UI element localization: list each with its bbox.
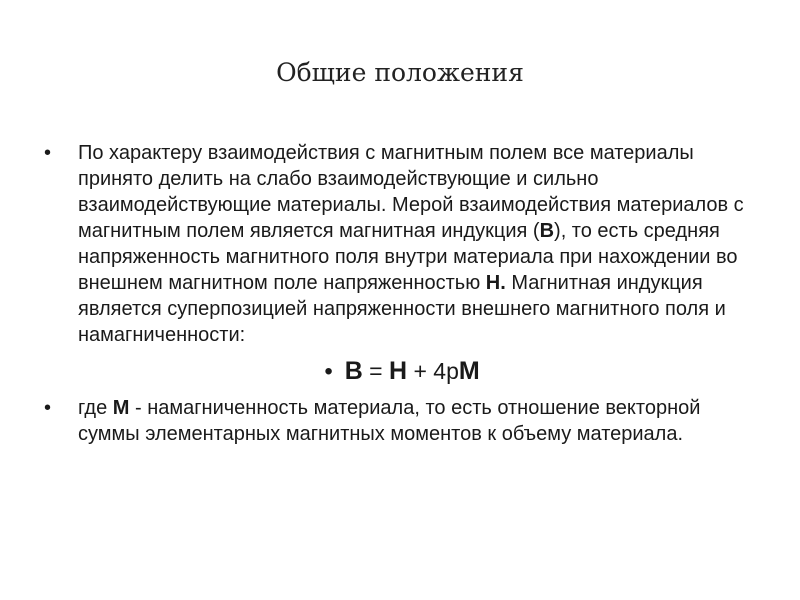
paragraph-2 bbox=[42, 395, 762, 447]
symbol-b: B bbox=[539, 220, 555, 242]
slide-body bbox=[42, 140, 762, 447]
formula-plus: + 4p bbox=[407, 358, 459, 384]
paragraph-1-text-a: По характеру взаимодействия с магнитным полем все материалы принято делить на слабо взаимодействующие и сильно взаимодействующие материалы. Мерой взаимодействия материалов с магнитным полем является магнитная индукция ( bbox=[78, 142, 744, 242]
formula-bullet-marker: • bbox=[324, 358, 333, 385]
formula-m: M bbox=[458, 357, 480, 385]
symbol-h: H. bbox=[485, 272, 506, 294]
formula-h: H bbox=[389, 357, 408, 385]
bullet-marker-2: • bbox=[44, 397, 52, 419]
formula bbox=[42, 356, 762, 387]
paragraph-1-text-b: ), то есть средняя напряженность магнитного поля внутри материала при нахождении во внешнем магнитном поле напряженностью bbox=[78, 220, 738, 294]
paragraph-2-text-b: - намагниченность материала, то есть отношение векторной суммы элементарных магнитных моментов к объему материала. bbox=[78, 397, 701, 445]
symbol-m: M bbox=[112, 397, 130, 419]
formula-equals: = bbox=[362, 358, 389, 384]
formula-lhs: B bbox=[344, 357, 363, 385]
paragraph-1 bbox=[42, 140, 762, 348]
bullet-marker: • bbox=[44, 142, 52, 164]
paragraph-1-text-c: Магнитная индукция является суперпозицией напряженности внешнего магнитного поля и намагниченности: bbox=[78, 272, 726, 346]
paragraph-2-text-a: где bbox=[78, 397, 113, 419]
slide-title: Общие положения bbox=[276, 58, 524, 87]
